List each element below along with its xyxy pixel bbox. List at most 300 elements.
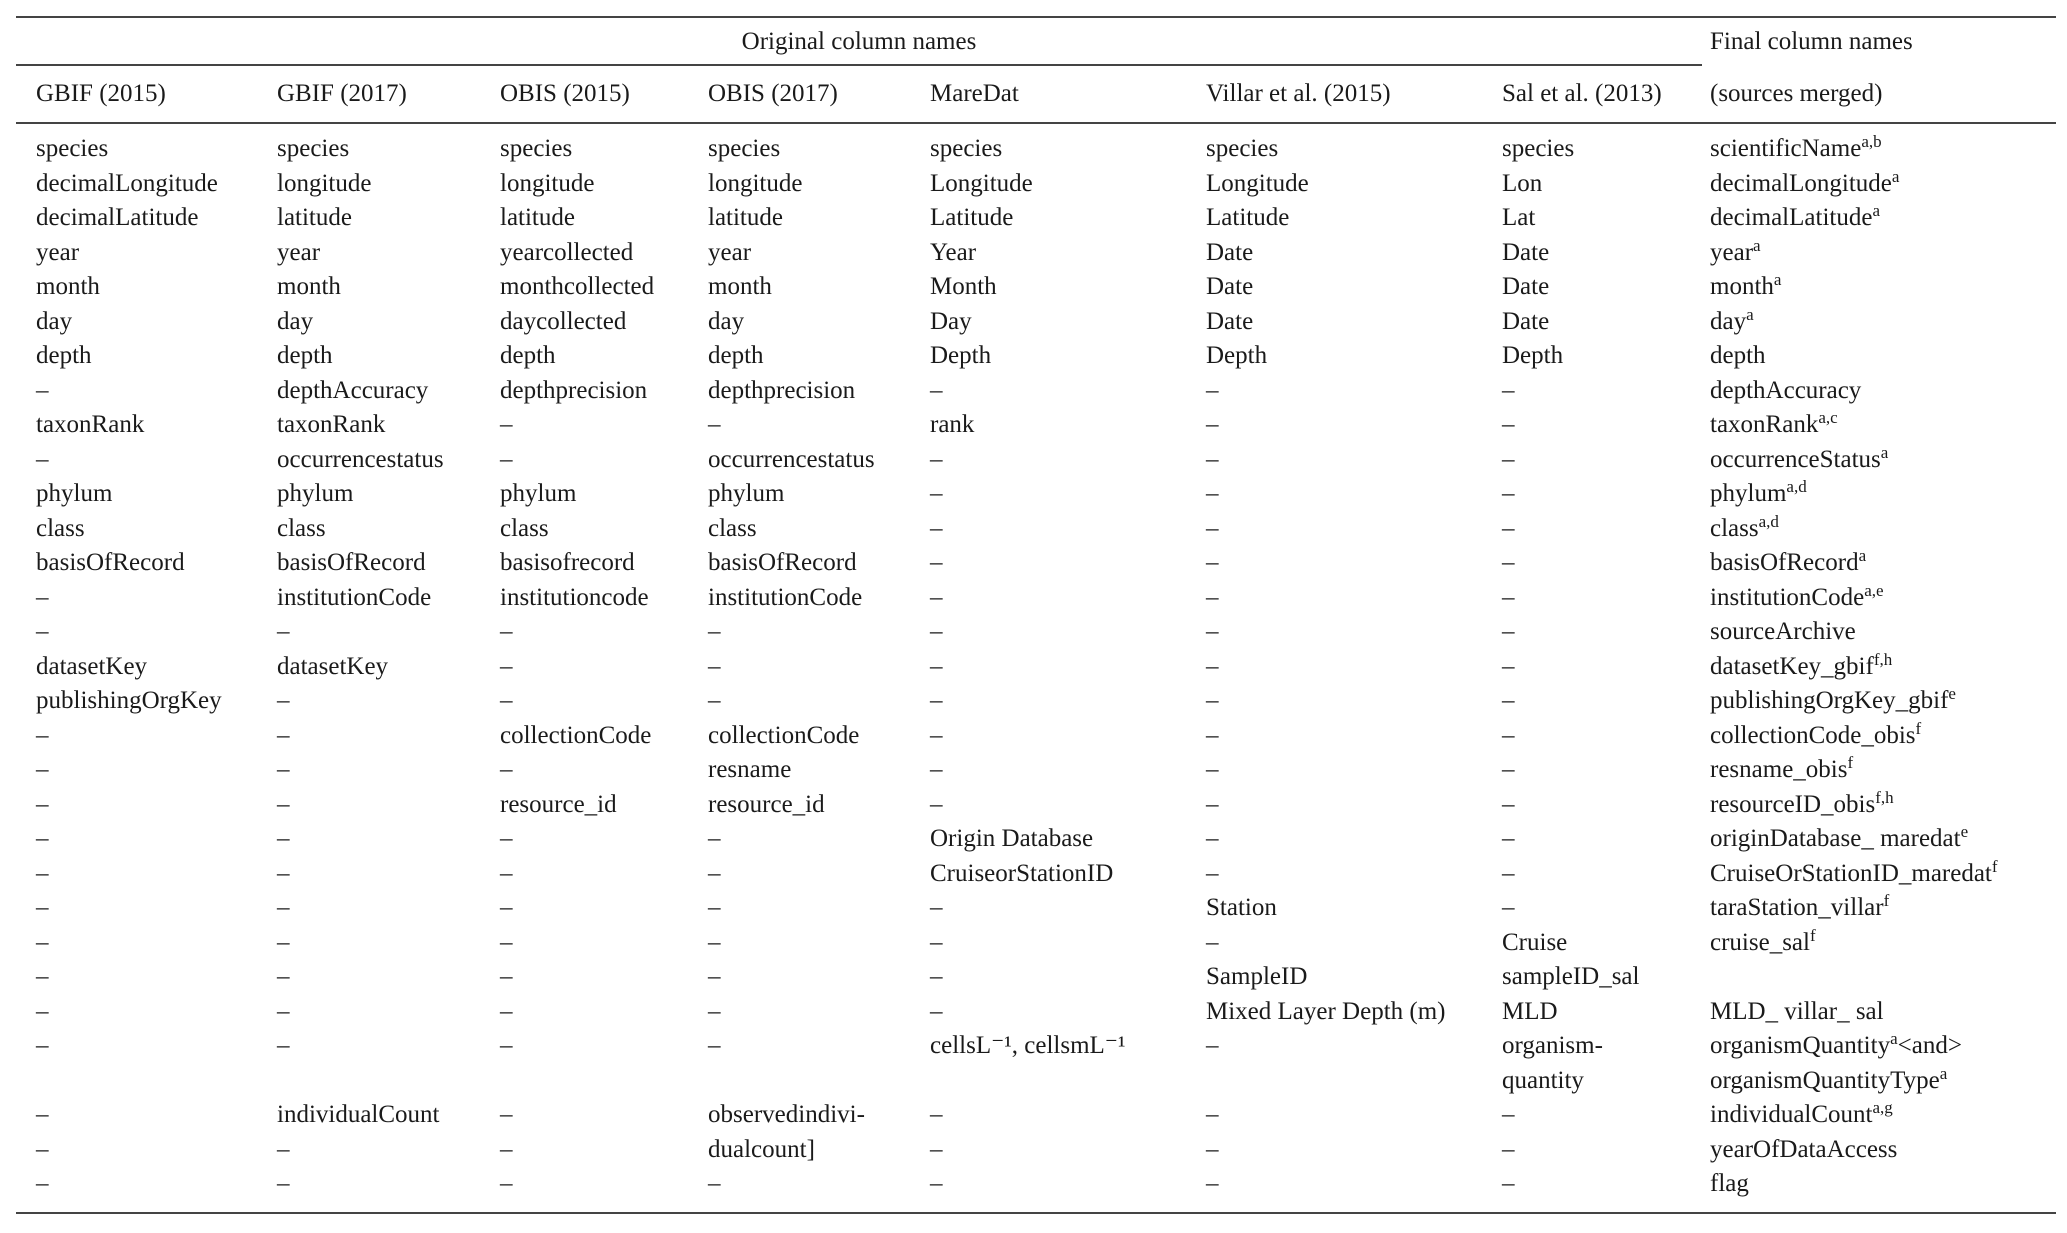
cell-final-name <box>1710 684 1956 718</box>
cell-final-name <box>1710 1133 1897 1167</box>
cell-final-name <box>1710 443 1888 477</box>
cell-sal-2013: – <box>1502 583 1515 611</box>
cell-gbif-2015: – <box>36 963 49 990</box>
cell-maredat: – <box>930 963 943 990</box>
final-header-line1: Final column names <box>1710 28 1913 55</box>
cell-final-name <box>1710 615 1856 649</box>
cell-sal-2013: Cruise <box>1502 928 1568 956</box>
cell-sal-2013: – <box>1502 1101 1515 1128</box>
cell-sal-2013: – <box>1502 445 1515 473</box>
cell-sal-2013: Lat <box>1502 204 1536 231</box>
cell-gbif-2017: year <box>277 238 321 266</box>
cell-obis-2015: – <box>500 997 513 1025</box>
cell-obis-2015: collectionCode <box>500 721 652 749</box>
cell-obis-2015: class <box>500 514 549 542</box>
cell-villar-2015: – <box>1206 618 1219 645</box>
table-row <box>16 1098 2056 1133</box>
cell-gbif-2017: – <box>277 1032 290 1059</box>
footnote-marker: f,h <box>1873 649 1893 669</box>
final-name-text: scientificName <box>1710 135 1862 162</box>
cell-obis-2017: – <box>708 894 721 921</box>
cell-gbif-2015: decimalLongitude <box>36 169 218 197</box>
cell-obis-2017: basisOfRecord <box>708 549 857 576</box>
footnote-marker: f <box>1915 718 1922 738</box>
table-row <box>16 132 2056 167</box>
cell-final-name <box>1710 650 1892 684</box>
cell-sal-2013: Date <box>1502 273 1550 300</box>
cell-villar-2015: Date <box>1206 307 1254 335</box>
cell-gbif-2017: species <box>277 135 350 162</box>
final-name-text: basisOfRecord <box>1710 549 1859 576</box>
footnote-marker: a <box>1753 235 1761 255</box>
cell-gbif-2015: class <box>36 514 85 542</box>
table-row <box>16 201 2056 236</box>
cell-obis-2015: depth <box>500 342 556 369</box>
final-name-text: publishingOrgKey_gbif <box>1710 687 1949 714</box>
cell-maredat: – <box>930 721 943 749</box>
cell-obis-2017: year <box>708 238 752 266</box>
cell-obis-2017: – <box>708 1032 721 1059</box>
cell-maredat: – <box>930 480 943 507</box>
cell-obis-2015: – <box>500 687 513 714</box>
cell-gbif-2015: – <box>36 445 49 473</box>
cell-obis-2017: resname <box>708 756 792 783</box>
table-row <box>16 822 2056 857</box>
table-row <box>16 1029 2056 1064</box>
cell-final-name <box>1710 339 1766 373</box>
cell-final-name <box>1710 995 1884 1029</box>
table-row <box>16 1167 2056 1202</box>
cell-obis-2015: phylum <box>500 480 577 507</box>
cell-maredat: Origin Database <box>930 825 1094 852</box>
final-name-text: month <box>1710 273 1774 300</box>
cell-maredat: – <box>930 376 943 404</box>
cell-gbif-2017: – <box>277 687 290 714</box>
col-header-maredat: MareDat <box>930 80 1019 107</box>
cell-sal-2013: MLD <box>1502 997 1558 1025</box>
cell-gbif-2015: – <box>36 721 49 749</box>
col-header-gbif-2017: GBIF (2017) <box>277 80 407 107</box>
cell-sal-2013: quantity <box>1502 1066 1584 1094</box>
cell-gbif-2017: – <box>277 928 290 956</box>
col-header-gbif-2015: GBIF (2015) <box>36 80 166 107</box>
cell-obis-2015: – <box>500 963 513 990</box>
cell-maredat: – <box>930 514 943 542</box>
cell-villar-2015: SampleID <box>1206 963 1308 990</box>
cell-maredat: cellsL⁻¹, cellsmL⁻¹ <box>930 1032 1126 1059</box>
cell-obis-2015: – <box>500 928 513 956</box>
cell-maredat: – <box>930 928 943 956</box>
cell-final-name <box>1710 788 1894 822</box>
cell-villar-2015: – <box>1206 1135 1219 1163</box>
footnote-marker: a <box>1890 1029 1898 1048</box>
cell-final-name <box>1710 132 1882 166</box>
cell-gbif-2015: – <box>36 1170 49 1197</box>
cell-villar-2015: – <box>1206 445 1219 473</box>
cell-gbif-2017: – <box>277 859 290 887</box>
cell-gbif-2017: – <box>277 721 290 749</box>
cell-maredat: Year <box>930 238 977 266</box>
cell-final-name <box>1710 477 1807 511</box>
cell-final-name <box>1710 236 1761 270</box>
cell-gbif-2015: datasetKey <box>36 652 148 680</box>
cell-final-name <box>1710 822 1968 856</box>
cell-maredat: CruiseorStationID <box>930 859 1114 887</box>
cell-obis-2017: class <box>708 514 757 542</box>
cell-gbif-2017: – <box>277 618 290 645</box>
table-row <box>16 339 2056 374</box>
footnote-marker: a,b <box>1861 132 1882 151</box>
cell-sal-2013: – <box>1502 859 1515 887</box>
cell-final-name <box>1710 270 1781 304</box>
cell-villar-2015: – <box>1206 1032 1219 1059</box>
cell-gbif-2017: datasetKey <box>277 652 389 680</box>
cell-gbif-2017: – <box>277 963 290 990</box>
cell-obis-2015: yearcollected <box>500 238 634 266</box>
footnote-marker: a,g <box>1872 1098 1893 1117</box>
cell-obis-2017: depthprecision <box>708 376 856 404</box>
cell-villar-2015: – <box>1206 928 1219 956</box>
final-name-text: organismQuantity <box>1710 1032 1891 1059</box>
cell-obis-2015: – <box>500 756 513 783</box>
table-body <box>16 132 2056 1202</box>
cell-obis-2015: basisofrecord <box>500 549 635 576</box>
cell-final-name <box>1710 926 1816 960</box>
cell-gbif-2015: – <box>36 618 49 645</box>
cell-villar-2015: – <box>1206 687 1219 714</box>
cell-sal-2013: – <box>1502 514 1515 542</box>
cell-obis-2015: – <box>500 445 513 473</box>
cell-maredat: Month <box>930 273 997 300</box>
cell-gbif-2017: class <box>277 514 326 542</box>
cell-villar-2015: – <box>1206 1101 1219 1128</box>
footnote-marker: e <box>1960 822 1969 841</box>
table-row <box>16 512 2056 547</box>
cell-final-name <box>1710 167 1899 201</box>
final-name-text: institutionCode <box>1710 583 1865 611</box>
cell-obis-2017: – <box>708 411 721 438</box>
cell-obis-2017: month <box>708 273 772 300</box>
footnote-marker: e <box>1948 684 1956 703</box>
top-rule <box>16 16 2056 18</box>
cell-sal-2013: – <box>1502 721 1515 749</box>
cell-villar-2015: – <box>1206 376 1219 404</box>
cell-gbif-2017: – <box>277 825 290 852</box>
cell-obis-2017: species <box>708 135 781 162</box>
table-row <box>16 684 2056 719</box>
cell-sal-2013: – <box>1502 825 1515 852</box>
cell-sal-2013: – <box>1502 549 1515 576</box>
cell-gbif-2017: – <box>277 790 290 818</box>
cell-obis-2017: – <box>708 997 721 1025</box>
cell-final-name <box>1710 374 1861 408</box>
cell-gbif-2017: depth <box>277 342 333 369</box>
cell-maredat: species <box>930 135 1003 162</box>
cell-maredat: – <box>930 997 943 1025</box>
cell-final-name <box>1710 753 1853 787</box>
cell-sal-2013: – <box>1502 687 1515 714</box>
footnote-marker: a <box>1773 270 1782 289</box>
final-name-text: resname_obis <box>1710 756 1848 783</box>
cell-villar-2015: Longitude <box>1206 169 1309 197</box>
cell-maredat: – <box>930 1101 943 1128</box>
cell-gbif-2017: – <box>277 756 290 783</box>
cell-gbif-2015: day <box>36 307 73 335</box>
final-name-suffix: <and> <box>1897 1032 1962 1059</box>
cell-obis-2017: latitude <box>708 204 783 231</box>
cell-obis-2015: – <box>500 859 513 887</box>
group-header-original: Original column names <box>741 28 977 55</box>
col-header-obis-2015: OBIS (2015) <box>500 80 630 107</box>
cell-gbif-2017: – <box>277 1170 290 1197</box>
cell-gbif-2015: phylum <box>36 480 113 507</box>
cell-sal-2013: – <box>1502 1135 1515 1163</box>
cell-final-name <box>1710 857 1998 891</box>
final-name-text: occurrenceStatus <box>1710 445 1881 473</box>
cell-obis-2015: – <box>500 1135 513 1163</box>
footnote-marker: f <box>1809 925 1816 945</box>
final-header-line2: (sources merged) <box>1710 80 1883 107</box>
cell-obis-2015: – <box>500 1170 513 1197</box>
cell-gbif-2017: occurrencestatus <box>277 445 444 473</box>
cell-sal-2013: organism- <box>1502 1032 1603 1059</box>
cell-final-name <box>1710 1098 1893 1132</box>
table-row <box>16 443 2056 478</box>
cell-final-name <box>1710 891 1889 925</box>
cell-sal-2013: sampleID_sal <box>1502 963 1640 990</box>
cell-villar-2015: – <box>1206 652 1219 680</box>
cell-maredat: – <box>930 652 943 680</box>
table-row <box>16 408 2056 443</box>
footnote-marker: f,h <box>1875 787 1894 807</box>
cell-sal-2013: – <box>1502 652 1515 680</box>
table-row <box>16 374 2056 409</box>
cell-villar-2015: – <box>1206 514 1219 542</box>
table-row <box>16 167 2056 202</box>
cell-gbif-2015: month <box>36 273 100 300</box>
final-name-text: yearOfDataAccess <box>1710 1135 1898 1163</box>
cell-villar-2015: – <box>1206 790 1219 818</box>
cell-obis-2017: occurrencestatus <box>708 445 875 473</box>
final-name-text: decimalLongitude <box>1710 169 1892 197</box>
cell-gbif-2015: – <box>36 756 49 783</box>
cell-gbif-2017: – <box>277 997 290 1025</box>
table-row <box>16 546 2056 581</box>
cell-sal-2013: – <box>1502 756 1515 783</box>
footnote-marker: a,c <box>1818 408 1838 427</box>
table-row <box>16 581 2056 616</box>
cell-villar-2015: Date <box>1206 238 1254 266</box>
cell-maredat: – <box>930 790 943 818</box>
cell-obis-2015: – <box>500 894 513 921</box>
cell-obis-2017: depth <box>708 342 764 369</box>
final-name-text: taxonRank <box>1710 411 1819 438</box>
final-name-text: originDatabase_ maredat <box>1710 825 1961 852</box>
cell-villar-2015: Depth <box>1206 342 1268 369</box>
cell-obis-2015: resource_id <box>500 790 617 818</box>
cell-obis-2015: – <box>500 825 513 852</box>
cell-maredat: – <box>930 1135 943 1163</box>
group-rule <box>16 64 1702 66</box>
cell-obis-2015: daycollected <box>500 307 627 335</box>
cell-gbif-2017: latitude <box>277 204 352 231</box>
table-row <box>16 788 2056 823</box>
cell-gbif-2017: month <box>277 273 341 300</box>
cell-gbif-2017: – <box>277 894 290 921</box>
bottom-rule <box>16 1212 2056 1214</box>
cell-gbif-2015: basisOfRecord <box>36 549 185 576</box>
table-row <box>16 857 2056 892</box>
cell-maredat: rank <box>930 411 975 438</box>
final-name-text: individualCount <box>1710 1101 1873 1128</box>
table-row <box>16 1133 2056 1168</box>
cell-maredat: – <box>930 583 943 611</box>
cell-obis-2017: dualcount] <box>708 1135 815 1163</box>
cell-gbif-2017: – <box>277 1135 290 1163</box>
footnote-marker: a <box>1872 201 1880 220</box>
cell-obis-2015: – <box>500 652 513 680</box>
table-row <box>16 995 2056 1030</box>
cell-gbif-2017: institutionCode <box>277 583 432 611</box>
cell-obis-2017: collectionCode <box>708 721 860 749</box>
cell-sal-2013: – <box>1502 894 1515 921</box>
table-row <box>16 719 2056 754</box>
cell-obis-2015: – <box>500 1032 513 1059</box>
cell-sal-2013: Lon <box>1502 169 1543 197</box>
cell-obis-2017: – <box>708 618 721 645</box>
cell-obis-2015: depthprecision <box>500 376 648 404</box>
footnote-marker: f <box>1991 856 1998 876</box>
final-name-text: taraStation_villar <box>1710 894 1884 921</box>
final-name-text: cruise_sal <box>1710 928 1810 956</box>
footnote-marker: a <box>1880 442 1889 462</box>
cell-obis-2017: – <box>708 928 721 956</box>
final-name-text: phylum <box>1710 480 1787 507</box>
cell-maredat: – <box>930 549 943 576</box>
cell-maredat: Longitude <box>930 169 1033 197</box>
footnote-marker: a,d <box>1758 511 1779 531</box>
final-name-text: sourceArchive <box>1710 618 1856 645</box>
cell-obis-2015: longitude <box>500 169 595 197</box>
cell-sal-2013: – <box>1502 1170 1515 1197</box>
cell-gbif-2015: decimalLatitude <box>36 204 199 231</box>
table-row <box>16 270 2056 305</box>
final-name-text: day <box>1710 307 1747 335</box>
table-row <box>16 926 2056 961</box>
header-rule <box>16 122 2056 124</box>
cell-maredat: – <box>930 618 943 645</box>
cell-final-name <box>1710 201 1880 235</box>
cell-obis-2017: – <box>708 963 721 990</box>
cell-gbif-2017: day <box>277 307 314 335</box>
cell-villar-2015: – <box>1206 583 1219 611</box>
cell-gbif-2015: – <box>36 376 49 404</box>
cell-villar-2015: – <box>1206 721 1219 749</box>
final-name-text: depthAccuracy <box>1710 376 1862 404</box>
cell-final-name <box>1710 1029 1962 1063</box>
cell-gbif-2015: – <box>36 583 49 611</box>
cell-final-name <box>1710 1064 1947 1098</box>
cell-villar-2015: – <box>1206 756 1219 783</box>
cell-gbif-2015: publishingOrgKey <box>36 687 222 714</box>
cell-gbif-2015: taxonRank <box>36 411 145 438</box>
cell-obis-2015: – <box>500 411 513 438</box>
cell-obis-2017: day <box>708 307 745 335</box>
final-name-text: datasetKey_gbif <box>1710 652 1874 680</box>
final-name-text: CruiseOrStationID_maredat <box>1710 859 1992 887</box>
final-name-text: MLD_ villar_ sal <box>1710 997 1884 1025</box>
footnote-marker: a,d <box>1786 477 1807 496</box>
cell-sal-2013: – <box>1502 376 1515 404</box>
footnote-marker: a,e <box>1864 580 1884 600</box>
final-name-text: collectionCode_obis <box>1710 721 1916 749</box>
cell-gbif-2015: species <box>36 135 109 162</box>
cell-obis-2015: institutioncode <box>500 583 649 611</box>
table-row <box>16 960 2056 995</box>
cell-villar-2015: Mixed Layer Depth (m) <box>1206 997 1446 1025</box>
cell-obis-2017: longitude <box>708 169 803 197</box>
cell-obis-2017: phylum <box>708 480 785 507</box>
cell-obis-2017: observedindivi- <box>708 1101 865 1128</box>
cell-gbif-2015: – <box>36 1101 49 1128</box>
footnote-marker: f <box>1883 891 1890 910</box>
footnote-marker: a <box>1858 546 1867 565</box>
cell-sal-2013: species <box>1502 135 1575 162</box>
cell-obis-2017: – <box>708 1170 721 1197</box>
final-name-text: decimalLatitude <box>1710 204 1873 231</box>
cell-obis-2015: – <box>500 1101 513 1128</box>
cell-maredat: – <box>930 756 943 783</box>
footnote-marker: a <box>1891 166 1900 186</box>
cell-gbif-2017: longitude <box>277 169 372 197</box>
cell-obis-2017: resource_id <box>708 790 825 818</box>
cell-villar-2015: – <box>1206 480 1219 507</box>
cell-obis-2015: latitude <box>500 204 575 231</box>
cell-obis-2017: – <box>708 825 721 852</box>
table-row <box>16 1064 2056 1099</box>
cell-sal-2013: Depth <box>1502 342 1564 369</box>
table-row <box>16 305 2056 340</box>
cell-maredat: – <box>930 687 943 714</box>
cell-gbif-2017: basisOfRecord <box>277 549 426 576</box>
footnote-marker: f <box>1847 753 1854 772</box>
table-row <box>16 615 2056 650</box>
table-row <box>16 477 2056 512</box>
cell-sal-2013: – <box>1502 411 1515 438</box>
cell-sal-2013: – <box>1502 480 1515 507</box>
cell-gbif-2015: – <box>36 790 49 818</box>
final-name-text: class <box>1710 514 1759 542</box>
cell-final-name <box>1710 581 1884 615</box>
cell-gbif-2015: depth <box>36 342 92 369</box>
cell-final-name <box>1710 512 1779 546</box>
cell-gbif-2017: individualCount <box>277 1101 440 1128</box>
table-row <box>16 753 2056 788</box>
cell-maredat: – <box>930 894 943 921</box>
cell-gbif-2015: – <box>36 825 49 852</box>
cell-obis-2017: institutionCode <box>708 583 863 611</box>
cell-sal-2013: Date <box>1502 307 1550 335</box>
cell-gbif-2017: taxonRank <box>277 411 386 438</box>
cell-villar-2015: species <box>1206 135 1279 162</box>
cell-sal-2013: – <box>1502 790 1515 818</box>
cell-maredat: Latitude <box>930 204 1014 231</box>
final-name-text: year <box>1710 238 1754 266</box>
final-name-text: flag <box>1710 1170 1749 1197</box>
table-row <box>16 236 2056 271</box>
cell-obis-2017: – <box>708 687 721 714</box>
cell-gbif-2015: – <box>36 894 49 921</box>
